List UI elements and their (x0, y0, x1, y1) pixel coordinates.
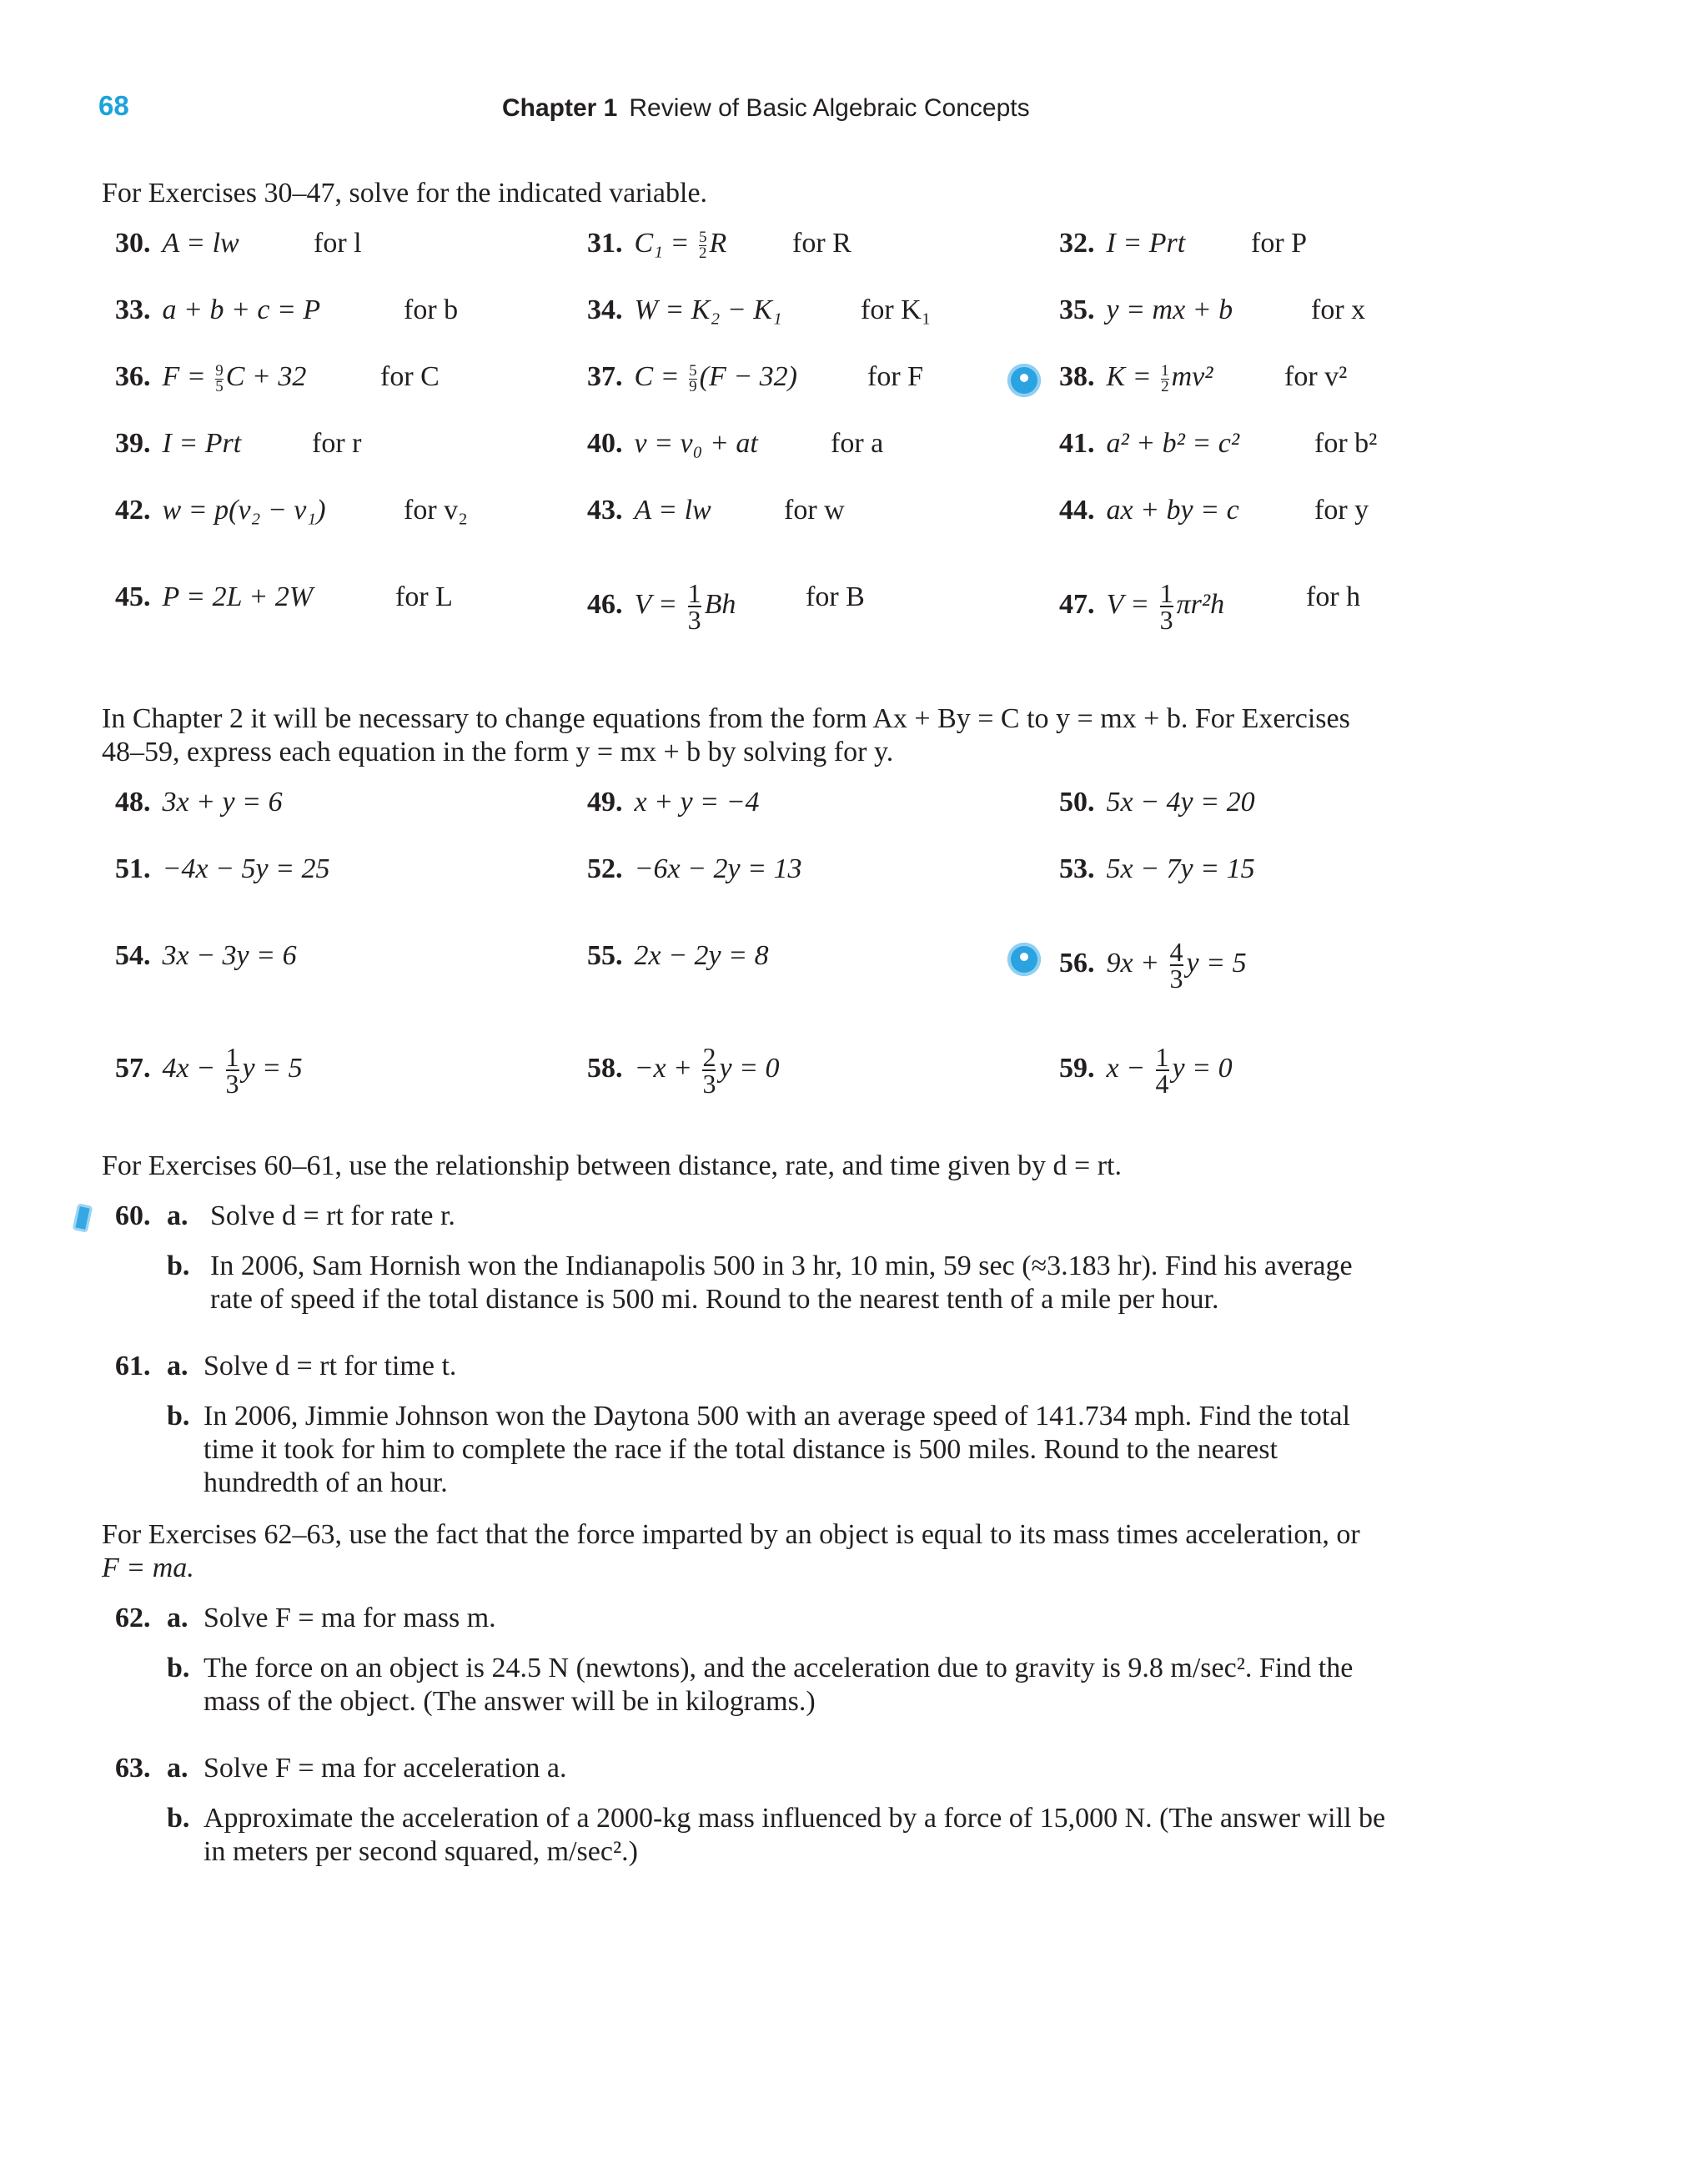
equation: V = $\frac{1}{3}$ Bh (634, 578, 736, 635)
exercise-number: 35. (1059, 294, 1095, 325)
part-text: hundredth of an hour. (203, 1467, 448, 1498)
equation: W = K₂ − K₁ (634, 294, 782, 325)
equation: C₁ = $\frac{5}{2}$ R (634, 228, 727, 262)
part-text: Solve F = ma for mass m. (203, 1603, 496, 1633)
equation: v = v₀ + at (634, 428, 758, 459)
fraction: $\frac{5}{9}$ (689, 361, 697, 395)
solve-for: for b² (1314, 428, 1378, 459)
exercise-62-part-b (167, 1652, 1501, 1719)
exercise-number: 31. (587, 228, 623, 259)
page-number: 68 (98, 90, 129, 121)
exercise-number: 63. (115, 1753, 151, 1784)
exercise-number: 37. (587, 361, 623, 392)
equation: A = lw (162, 228, 239, 259)
exercise-number: 42. (115, 495, 151, 526)
section-intro: F = ma. (102, 1552, 194, 1583)
exercise-number: 60. (115, 1200, 151, 1231)
exercise-number: 39. (115, 428, 151, 459)
exercise-number: 41. (1059, 428, 1095, 459)
exercise-53 (1059, 853, 1255, 886)
part-text: Solve d = rt for rate r. (210, 1200, 455, 1231)
exercise-number: 34. (587, 294, 623, 325)
solve-for: for h (1306, 581, 1361, 612)
solve-for: for F (867, 361, 924, 392)
equation: K = $\frac{1}{2}$ mv² (1106, 361, 1213, 395)
equation: 9x + $\frac{4}{3}$ y = 5 (1106, 937, 1247, 994)
equation: V = $\frac{1}{3}$ πr²h (1106, 578, 1225, 635)
equation: −4x − 5y = 25 (162, 853, 330, 884)
exercise-41 (1059, 427, 1378, 460)
part-label: b. (167, 1803, 190, 1834)
equation: F = $\frac{9}{5}$ C + 32 (162, 361, 307, 395)
exercise-43 (587, 494, 845, 527)
exercise-number: 61. (115, 1351, 151, 1381)
exercise-56 (1059, 937, 1247, 994)
exercise-33 (115, 294, 459, 327)
equation: x − $\frac{1}{4}$ y = 0 (1106, 1042, 1233, 1099)
exercise-62-part-a (167, 1602, 1501, 1635)
equation: 5x − 7y = 15 (1106, 853, 1255, 884)
exercise-35 (1059, 294, 1366, 327)
exercise-number: 30. (115, 228, 151, 259)
part-text: In 2006, Jimmie Johnson won the Daytona 500 with an average speed of 141.734 mph. Find the total (203, 1401, 1350, 1432)
exercise-61-part-b (167, 1400, 1501, 1500)
exercise-63-part-a (167, 1752, 1501, 1785)
exercise-number: 36. (115, 361, 151, 392)
solve-for: for w (784, 495, 845, 526)
exercise-number: 50. (1059, 787, 1095, 818)
exercise-51 (115, 853, 330, 886)
exercise-40 (587, 427, 884, 460)
part-text: rate of speed if the total distance is 500 mi. Round to the nearest tenth of a mile per hour. (210, 1284, 1219, 1315)
exercise-63 (115, 1752, 151, 1785)
part-label: a. (167, 1753, 188, 1784)
part-text: In 2006, Sam Hornish won the Indianapolis 500 in 3 hr, 10 min, 59 sec (≈3.183 hr). Find his average (210, 1251, 1353, 1281)
exercise-60-part-b (167, 1250, 1501, 1316)
equation: a + b + c = P (162, 294, 321, 325)
exercise-number: 55. (587, 940, 623, 971)
part-text: time it took for him to complete the race if the total distance is 500 miles. Round to the nearest (203, 1434, 1278, 1465)
exercise-number: 43. (587, 495, 623, 526)
fraction: $\frac{1}{3}$ (225, 1042, 239, 1099)
solve-for: for a (831, 428, 884, 459)
fraction: $\frac{5}{2}$ (698, 228, 707, 262)
exercise-61 (115, 1350, 151, 1383)
equation: P = 2L + 2W (162, 581, 314, 612)
exercise-number: 58. (587, 1052, 623, 1084)
exercise-63-part-b (167, 1802, 1501, 1869)
equation: 3x − 3y = 6 (162, 940, 297, 971)
section-intro: For Exercises 60–61, use the relationship between distance, rate, and time given by d = rt. (102, 1150, 1123, 1181)
equation: I = Prt (162, 428, 242, 459)
exercise-46 (587, 578, 865, 635)
part-text: Approximate the acceleration of a 2000-kg mass influenced by a force of 15,000 N. (The answer will be (203, 1803, 1386, 1834)
equation: w = p(v₂ − v₁) (162, 495, 326, 526)
section-intro: For Exercises 30–47, solve for the indicated variable. (102, 178, 708, 209)
exercise-50 (1059, 786, 1255, 819)
part-label: a. (167, 1200, 188, 1231)
exercise-44 (1059, 494, 1369, 527)
solve-for: for v² (1284, 361, 1348, 392)
part-label: b. (167, 1401, 190, 1432)
equation: 5x − 4y = 20 (1106, 787, 1255, 818)
equation: 4x − $\frac{1}{3}$ y = 5 (162, 1042, 303, 1099)
section-intro: For Exercises 62–63, use the fact that the force imparted by an object is equal to its mass times acceleration, or (102, 1519, 1360, 1550)
exercise-number: 54. (115, 940, 151, 971)
exercise-34 (587, 294, 932, 327)
fraction: $\frac{1}{4}$ (1155, 1042, 1169, 1099)
equation: −6x − 2y = 13 (634, 853, 802, 884)
part-label: a. (167, 1351, 188, 1381)
exercise-number: 51. (115, 853, 151, 884)
exercise-30 (115, 227, 362, 260)
exercise-58 (587, 1042, 780, 1099)
part-text: Solve F = ma for acceleration a. (203, 1753, 567, 1784)
exercise-59 (1059, 1042, 1233, 1099)
exercise-number: 62. (115, 1603, 151, 1633)
solve-for: for R (792, 228, 851, 259)
solve-for: for C (380, 361, 440, 392)
exercise-45 (115, 581, 453, 614)
exercise-number: 59. (1059, 1052, 1095, 1084)
equation: a² + b² = c² (1106, 428, 1240, 459)
section-intro: In Chapter 2 it will be necessary to change equations from the form Ax + By = C to y = mx + b. For Exercises (102, 703, 1350, 734)
exercise-31 (587, 227, 851, 262)
exercise-number: 53. (1059, 853, 1095, 884)
exercise-number: 44. (1059, 495, 1095, 526)
part-label: b. (167, 1653, 190, 1683)
fraction: $\frac{1}{3}$ (687, 578, 701, 635)
part-text: mass of the object. (The answer will be in kilograms.) (203, 1686, 816, 1717)
equation: x + y = −4 (634, 787, 760, 818)
exercise-48 (115, 786, 283, 819)
part-label: a. (167, 1603, 188, 1633)
solve-for: for r (312, 428, 362, 459)
fraction: $\frac{2}{3}$ (702, 1042, 716, 1099)
equation: ax + by = c (1106, 495, 1239, 526)
equation: 3x + y = 6 (162, 787, 283, 818)
equation: −x + $\frac{2}{3}$ y = 0 (634, 1042, 780, 1099)
exercise-number: 38. (1059, 361, 1095, 392)
part-text: in meters per second squared, m/sec².) (203, 1836, 638, 1867)
exercise-number: 40. (587, 428, 623, 459)
video-icon[interactable] (1007, 943, 1041, 976)
exercise-number: 45. (115, 581, 151, 612)
solve-for: for P (1251, 228, 1308, 259)
exercise-37 (587, 360, 924, 395)
part-text: Solve d = rt for time t. (203, 1351, 457, 1381)
exercise-32 (1059, 227, 1308, 260)
exercise-number: 56. (1059, 947, 1095, 979)
exercise-49 (587, 786, 760, 819)
exercise-number: 48. (115, 787, 151, 818)
exercise-36 (115, 360, 440, 395)
exercise-61-part-a (167, 1350, 1501, 1383)
exercise-39 (115, 427, 362, 460)
fraction: $\frac{1}{3}$ (1159, 578, 1173, 635)
exercise-38 (1059, 360, 1348, 395)
equation: y = mx + b (1106, 294, 1233, 325)
solve-for: for b (404, 294, 459, 325)
part-text: The force on an object is 24.5 N (newtons), and the acceleration due to gravity is 9.8 m/sec². Find the (203, 1653, 1354, 1683)
running-head (502, 94, 1030, 123)
fraction: $\frac{1}{2}$ (1161, 361, 1169, 395)
solve-for: for l (314, 228, 362, 259)
exercise-62 (115, 1602, 151, 1635)
exercise-number: 52. (587, 853, 623, 884)
solve-for: for y (1314, 495, 1369, 526)
exercise-number: 49. (587, 787, 623, 818)
solve-for: for B (806, 581, 865, 612)
exercise-number: 47. (1059, 588, 1095, 620)
exercise-42 (115, 494, 468, 527)
equation: I = Prt (1106, 228, 1186, 259)
equation: C = $\frac{5}{9}$ (F − 32) (634, 361, 797, 395)
fraction: $\frac{9}{5}$ (215, 361, 224, 395)
calculator-icon[interactable] (73, 1203, 93, 1232)
exercise-number: 33. (115, 294, 151, 325)
solve-for: for K₁ (861, 294, 932, 325)
video-icon[interactable] (1007, 364, 1041, 397)
exercise-60-part-a (167, 1200, 1501, 1233)
exercise-54 (115, 939, 297, 973)
chapter-title: Review of Basic Algebraic Concepts (629, 94, 1030, 122)
exercise-number: 46. (587, 588, 623, 620)
part-label: b. (167, 1251, 190, 1281)
exercise-60 (115, 1200, 151, 1233)
section-intro: 48–59, express each equation in the form y = mx + b by solving for y. (102, 737, 894, 767)
fraction: $\frac{4}{3}$ (1169, 937, 1183, 994)
exercise-number: 57. (115, 1052, 151, 1084)
equation: 2x − 2y = 8 (634, 940, 769, 971)
solve-for: for v₂ (404, 495, 468, 526)
chapter-label: Chapter 1 (502, 94, 618, 122)
exercise-57 (115, 1042, 303, 1099)
exercise-number: 32. (1059, 228, 1095, 259)
solve-for: for L (395, 581, 453, 612)
exercise-55 (587, 939, 769, 973)
exercise-52 (587, 853, 802, 886)
equation: A = lw (634, 495, 711, 526)
exercise-47 (1059, 578, 1361, 635)
solve-for: for x (1311, 294, 1366, 325)
